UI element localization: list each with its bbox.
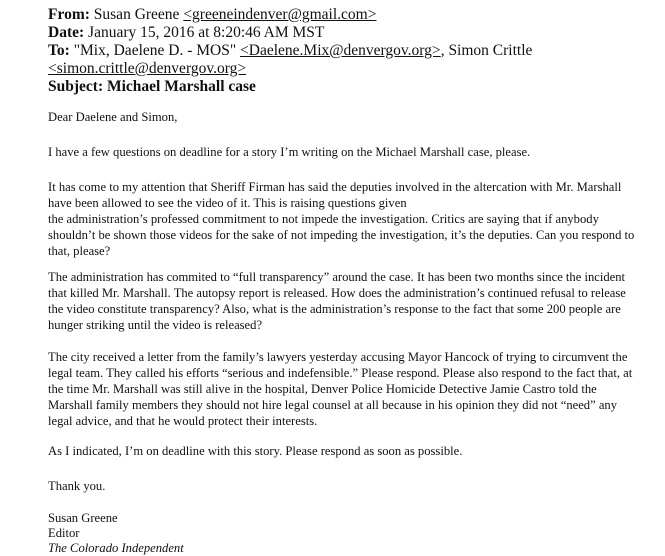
from-line: [48, 6, 658, 24]
from-email[interactable]: <greeneindenver@gmail.com>: [183, 6, 377, 23]
paragraph-1-text: I have a few questions on deadline for a story I’m writing on the Michael Marshall case, please.: [48, 145, 531, 159]
signature-title: Editor: [48, 526, 80, 540]
paragraph-4-line: Marshall family members they should not hire legal counsel at all because in his opinion they did not “need” any: [48, 398, 618, 412]
subject-line: [48, 78, 658, 96]
to-email-1[interactable]: <Daelene.Mix@denvergov.org>: [240, 42, 441, 59]
paragraph-2-line: that, please?: [48, 244, 111, 258]
paragraph-4-line: legal team. They called his efforts “serious and indefensible.” Please respond. Please also respond to the fact that, at: [48, 366, 633, 380]
to-separator: , Simon Crittle: [440, 42, 533, 59]
closing: [48, 478, 660, 494]
closing-text: Thank you.: [48, 479, 106, 493]
paragraph-5-text: As I indicated, I’m on deadline with this story. Please respond as soon as possible.: [48, 444, 463, 458]
paragraph-4-line: The city received a letter from the family’s lawyers yesterday accusing Mayor Hancock of trying to circumvent the: [48, 350, 628, 364]
paragraph-3-line: that killed Mr. Marshall. The autopsy report is released. How does the administration’s continued refusal to release: [48, 286, 626, 300]
paragraph-4-line: legal advice, and that he would protect their interests.: [48, 414, 318, 428]
subject-value: Michael Marshall case: [106, 78, 256, 95]
paragraph-4: [48, 349, 660, 429]
to-line: [48, 42, 658, 60]
paragraph-4-line: the time Mr. Marshall was still alive in the hospital, Denver Police Homicide Detective Jamie Castro told the: [48, 382, 597, 396]
to-label: To:: [48, 42, 70, 59]
paragraph-3-line: hunger striking until the video is released?: [48, 318, 263, 332]
greeting: [48, 109, 660, 125]
greeting-text: Dear Daelene and Simon,: [48, 110, 178, 124]
from-label: From:: [48, 6, 90, 23]
subject-label: Subject:: [48, 78, 104, 95]
from-name: Susan Greene: [93, 6, 184, 23]
date-label: Date:: [48, 24, 85, 41]
paragraph-5: [48, 443, 660, 459]
paragraph-2-line: shouldn’t be shown those videos for the sake of not impeding the investigation, it’s the deputies. Can you respond to: [48, 228, 635, 242]
paragraph-2-line: It has come to my attention that Sheriff Firman has said the deputies involved in the altercation with Mr. Marshall: [48, 180, 622, 194]
date-line: [48, 24, 658, 42]
paragraph-2: [48, 179, 660, 259]
signature-organization: The Colorado Independent: [48, 541, 184, 555]
paragraph-2-line: have been allowed to see the video of it. This is raising questions given: [48, 196, 407, 210]
paragraph-1: [48, 144, 660, 160]
to-line-continued: [48, 60, 658, 78]
paragraph-3: [48, 269, 660, 333]
paragraph-2-line: the administration’s professed commitment to not impede the investigation. Critics are saying that if anybody: [48, 212, 599, 226]
paragraph-3-line: the video constitute transparency? Also, what is the administration’s response to the fact that some 200 people are: [48, 302, 621, 316]
to-email-2[interactable]: <simon.crittle@denvergov.org>: [48, 60, 247, 77]
date-value: January 15, 2016 at 8:20:46 AM MST: [88, 24, 325, 41]
paragraph-3-line: The administration has commited to “full transparency” around the case. It has been two months since the incident: [48, 270, 626, 284]
to-name-1: "Mix, Daelene D. - MOS": [73, 42, 241, 59]
signature-name: Susan Greene: [48, 511, 118, 525]
